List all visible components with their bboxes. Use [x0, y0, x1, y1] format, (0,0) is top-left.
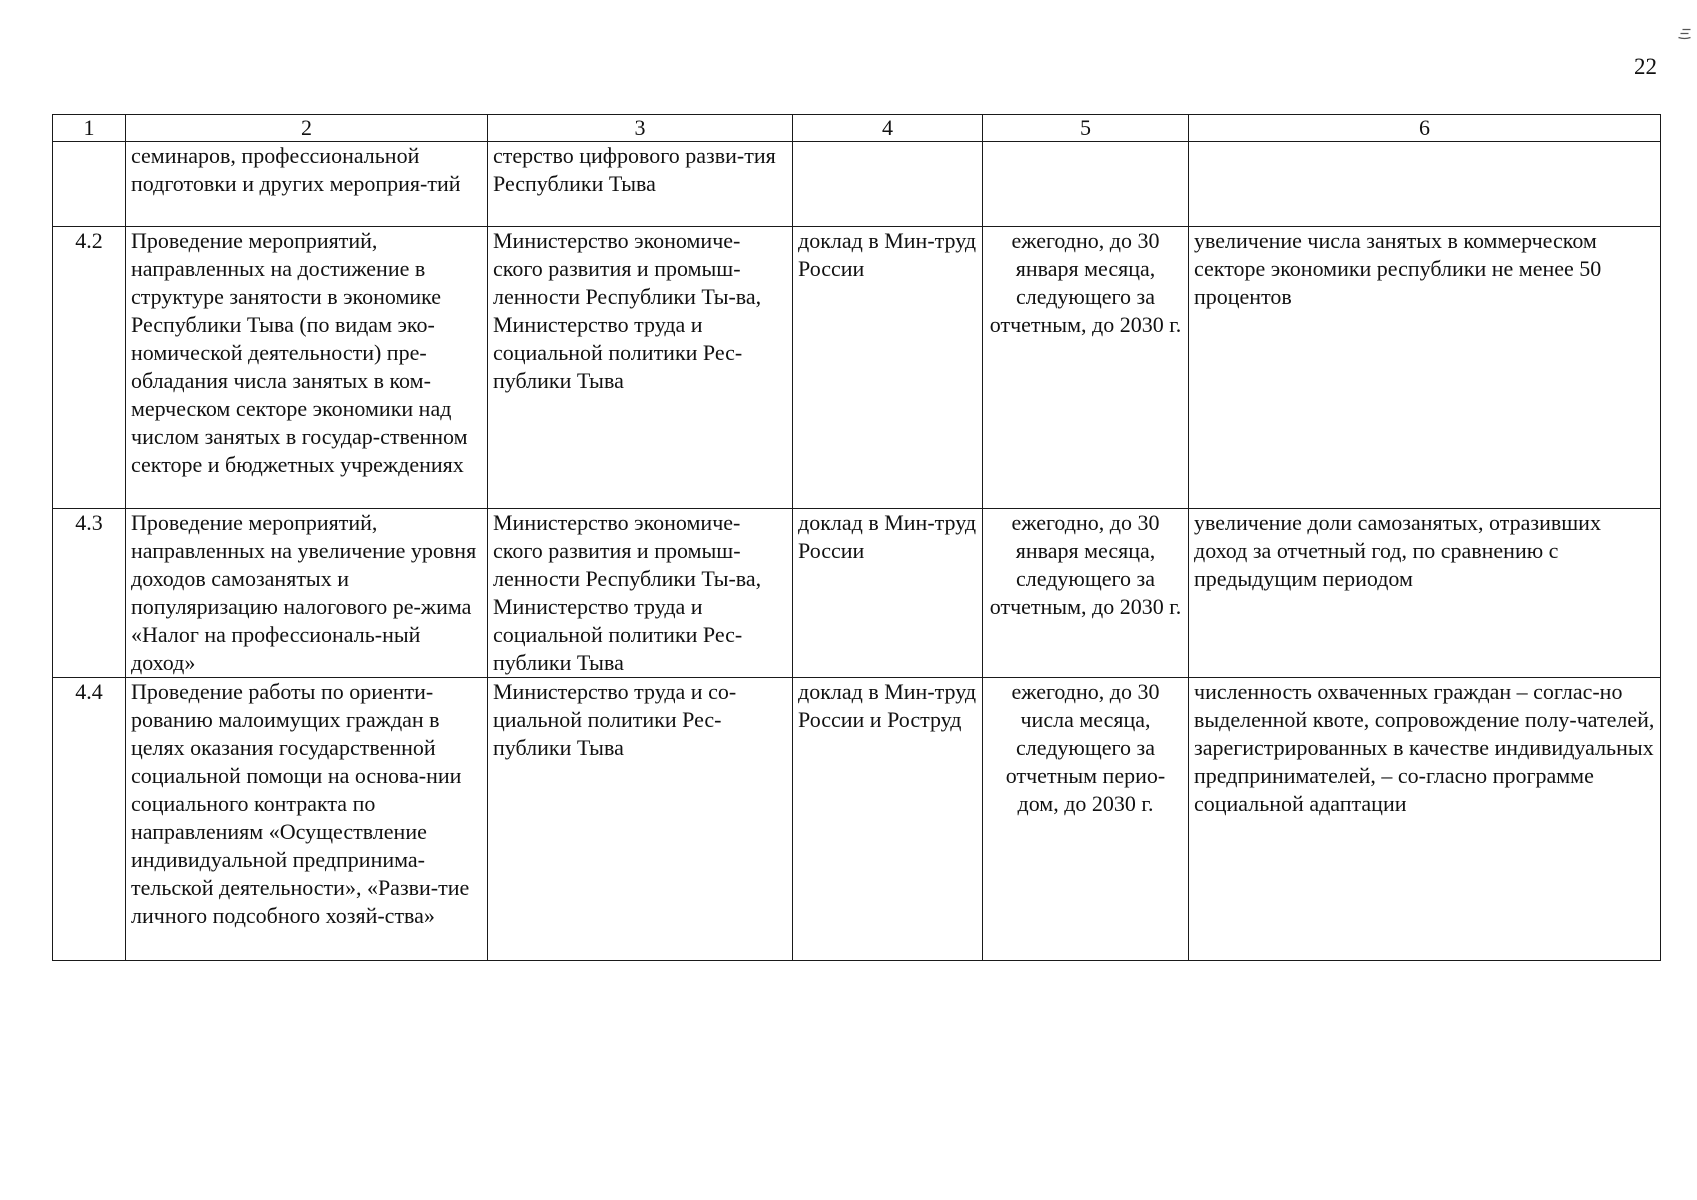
report-cell: доклад в Мин-труд России	[793, 227, 983, 509]
activity-cell: Проведение мероприятий, направленных на достижение в структуре занятости в экономике Республики Тыва (по видам эко-номической деятельности) пре-обладания числа занятых в ком-мерческом секторе экономики над числом занятых в государ-ственном секторе и бюджетных учреждениях	[126, 227, 488, 509]
row-number: 4.2	[53, 227, 126, 509]
report-cell: доклад в Мин-труд России	[793, 509, 983, 678]
table-header	[53, 115, 1661, 142]
row-number	[53, 142, 126, 227]
report-cell: доклад в Мин-труд России и Роструд	[793, 678, 983, 961]
table-row	[53, 509, 1661, 678]
header-col-1: 1	[53, 115, 126, 142]
header-col-3: 3	[488, 115, 793, 142]
corner-mark	[1664, 28, 1693, 42]
result-cell: увеличение доли самозанятых, отразивших доход за отчетный год, по сравнению с предыдущим периодом	[1189, 509, 1661, 678]
deadline-cell: ежегодно, до 30 января месяца, следующего за отчетным, до 2030 г.	[983, 509, 1189, 678]
row-number: 4.3	[53, 509, 126, 678]
table-body	[53, 142, 1661, 961]
header-col-6: 6	[1189, 115, 1661, 142]
activity-cell: Проведение работы по ориенти-рованию малоимущих граждан в целях оказания государственной социальной помощи на основа-нии социального контракта по направлениям «Осуществление индивидуальной предпринима-тельской деятельности», «Разви-тие личного подсобного хозяй-ства»	[126, 678, 488, 961]
deadline-cell	[983, 142, 1189, 227]
corner-mark-glyph	[1667, 28, 1693, 42]
report-cell	[793, 142, 983, 227]
deadline-cell: ежегодно, до 30 января месяца, следующего за отчетным, до 2030 г.	[983, 227, 1189, 509]
header-col-4: 4	[793, 115, 983, 142]
activities-table	[52, 114, 1661, 961]
responsible-cell: Министерство экономиче-ского развития и промыш-ленности Республики Ты-ва, Министерство труда и социальной политики Рес-публики Тыва	[488, 509, 793, 678]
activity-cell: семинаров, профессиональной подготовки и других мероприя-тий	[126, 142, 488, 227]
page-number: 22	[1634, 54, 1657, 79]
header-col-5: 5	[983, 115, 1189, 142]
result-cell: увеличение числа занятых в коммерческом секторе экономики республики не менее 50 процентов	[1189, 227, 1661, 509]
result-cell	[1189, 142, 1661, 227]
header-col-2: 2	[126, 115, 488, 142]
table-row	[53, 227, 1661, 509]
result-cell: численность охваченных граждан – соглас-но выделенной квоте, сопровождение полу-чателей, зарегистрированных в качестве индивидуальных предпринимателей, – со-гласно программе социальной адаптации	[1189, 678, 1661, 961]
responsible-cell: стерство цифрового разви-тия Республики Тыва	[488, 142, 793, 227]
activity-cell: Проведение мероприятий, направленных на увеличение уровня доходов самозанятых и популяризацию налогового ре-жима «Налог на профессиональ-ный доход»	[126, 509, 488, 678]
row-number: 4.4	[53, 678, 126, 961]
table-row	[53, 678, 1661, 961]
deadline-cell: ежегодно, до 30 числа месяца, следующего за отчетным перио-дом, до 2030 г.	[983, 678, 1189, 961]
header-row	[53, 115, 1661, 142]
responsible-cell: Министерство труда и со-циальной политики Рес-публики Тыва	[488, 678, 793, 961]
responsible-cell: Министерство экономиче-ского развития и промыш-ленности Республики Ты-ва, Министерство труда и социальной политики Рес-публики Тыва	[488, 227, 793, 509]
table-row	[53, 142, 1661, 227]
